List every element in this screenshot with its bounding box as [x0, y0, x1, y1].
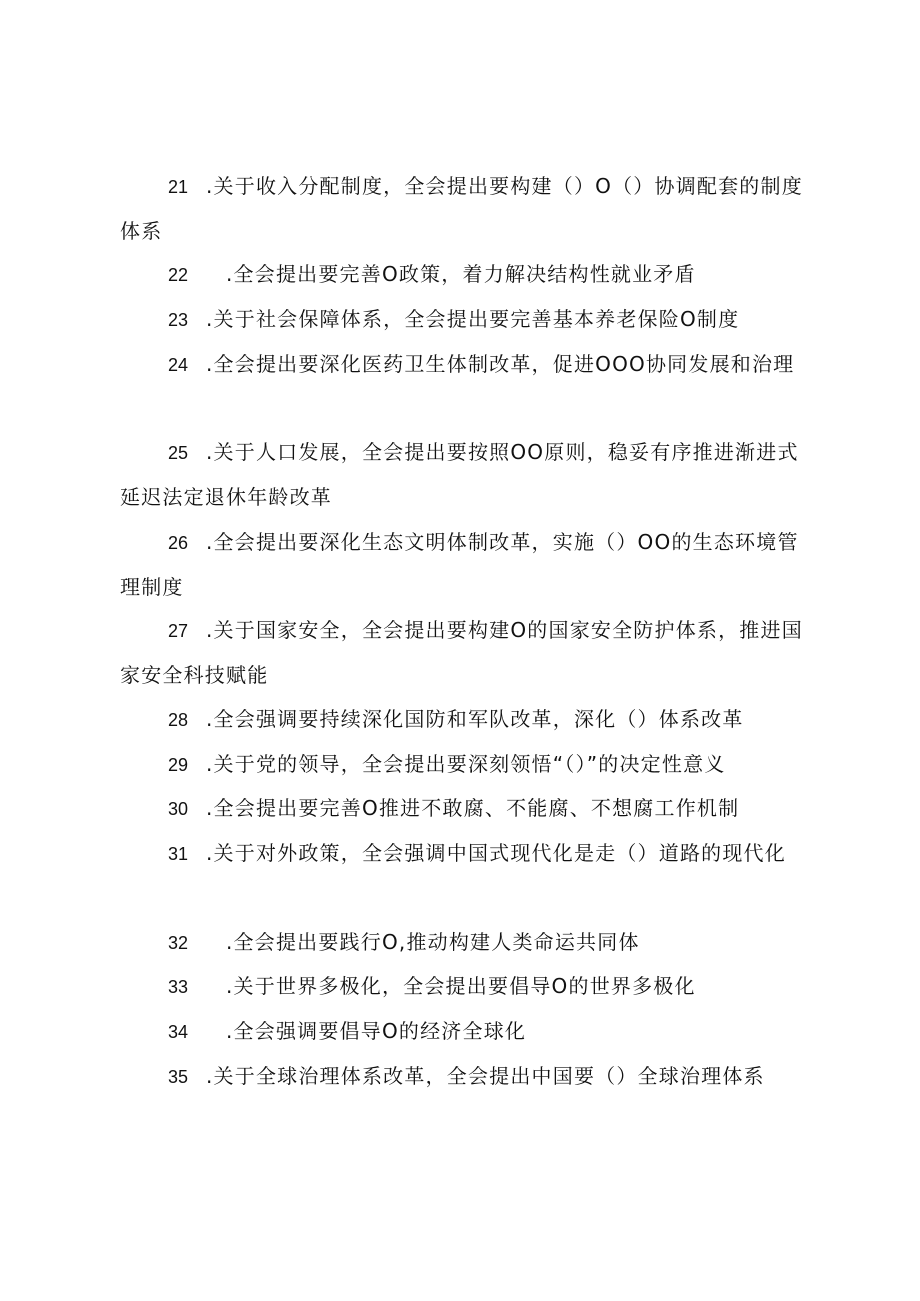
question-text: .全会提出要深化生态文明体制改革，实施（）OO的生态环境管理制度 — [120, 530, 799, 599]
question-32 — [120, 920, 810, 965]
question-25 — [120, 430, 810, 519]
question-23 — [120, 297, 810, 342]
question-number: 34 — [168, 1022, 189, 1042]
question-29 — [120, 742, 810, 787]
question-22 — [120, 252, 810, 297]
question-text: .全会提出要完善O政策，着力解决结构性就业矛盾 — [226, 262, 696, 286]
question-number: 30 — [168, 799, 189, 819]
question-number: 23 — [168, 310, 189, 330]
question-30 — [120, 786, 810, 831]
question-text: .关于人口发展，全会提出要按照OO原则，稳妥有序推进渐进式延迟法定退休年龄改革 — [120, 440, 799, 509]
question-number: 29 — [168, 755, 189, 775]
question-number: 24 — [168, 355, 189, 375]
question-26 — [120, 520, 810, 609]
question-text: .全会强调要持续深化国防和军队改革，深化（）体系改革 — [206, 707, 744, 731]
question-number: 31 — [168, 844, 189, 864]
question-text: .关于国家安全，全会提出要构建O的国家安全防护体系，推进国家安全科技赋能 — [120, 618, 803, 687]
question-27 — [120, 608, 810, 697]
question-number: 26 — [168, 533, 189, 553]
question-text: .全会提出要完善O推进不敢腐、不能腐、不想腐工作机制 — [206, 796, 740, 820]
question-33 — [120, 964, 810, 1009]
question-number: 35 — [168, 1067, 189, 1087]
question-text: .关于全球治理体系改革，全会提出中国要（）全球治理体系 — [206, 1064, 765, 1088]
question-text: .关于社会保障体系，全会提出要完善基本养老保险O制度 — [206, 307, 740, 331]
question-35 — [120, 1054, 810, 1099]
question-text: .关于世界多极化，全会提出要倡导O的世界多极化 — [226, 974, 696, 998]
question-number: 28 — [168, 710, 189, 730]
question-number: 32 — [168, 933, 189, 953]
question-28 — [120, 697, 810, 742]
question-text: .关于党的领导，全会提出要深刻领悟“（）”的决定性意义 — [206, 752, 726, 776]
question-number: 21 — [168, 177, 189, 197]
question-number: 25 — [168, 443, 189, 463]
question-text: .全会强调要倡导O的经济全球化 — [226, 1019, 527, 1043]
question-number: 33 — [168, 977, 189, 997]
question-text: .全会提出要深化医药卫生体制改革，促进OOO协同发展和治理 — [206, 352, 795, 376]
question-31 — [120, 831, 810, 876]
question-21 — [120, 164, 810, 253]
question-text: .关于对外政策，全会强调中国式现代化是走（）道路的现代化 — [206, 841, 786, 865]
question-24 — [120, 342, 810, 387]
question-text: .全会提出要践行O,推动构建人类命运共同体 — [226, 930, 640, 954]
question-text: .关于收入分配制度，全会提出要构建（）O（）协调配套的制度体系 — [120, 174, 803, 243]
question-number: 27 — [168, 621, 189, 641]
question-number: 22 — [168, 265, 189, 285]
question-34 — [120, 1009, 810, 1054]
